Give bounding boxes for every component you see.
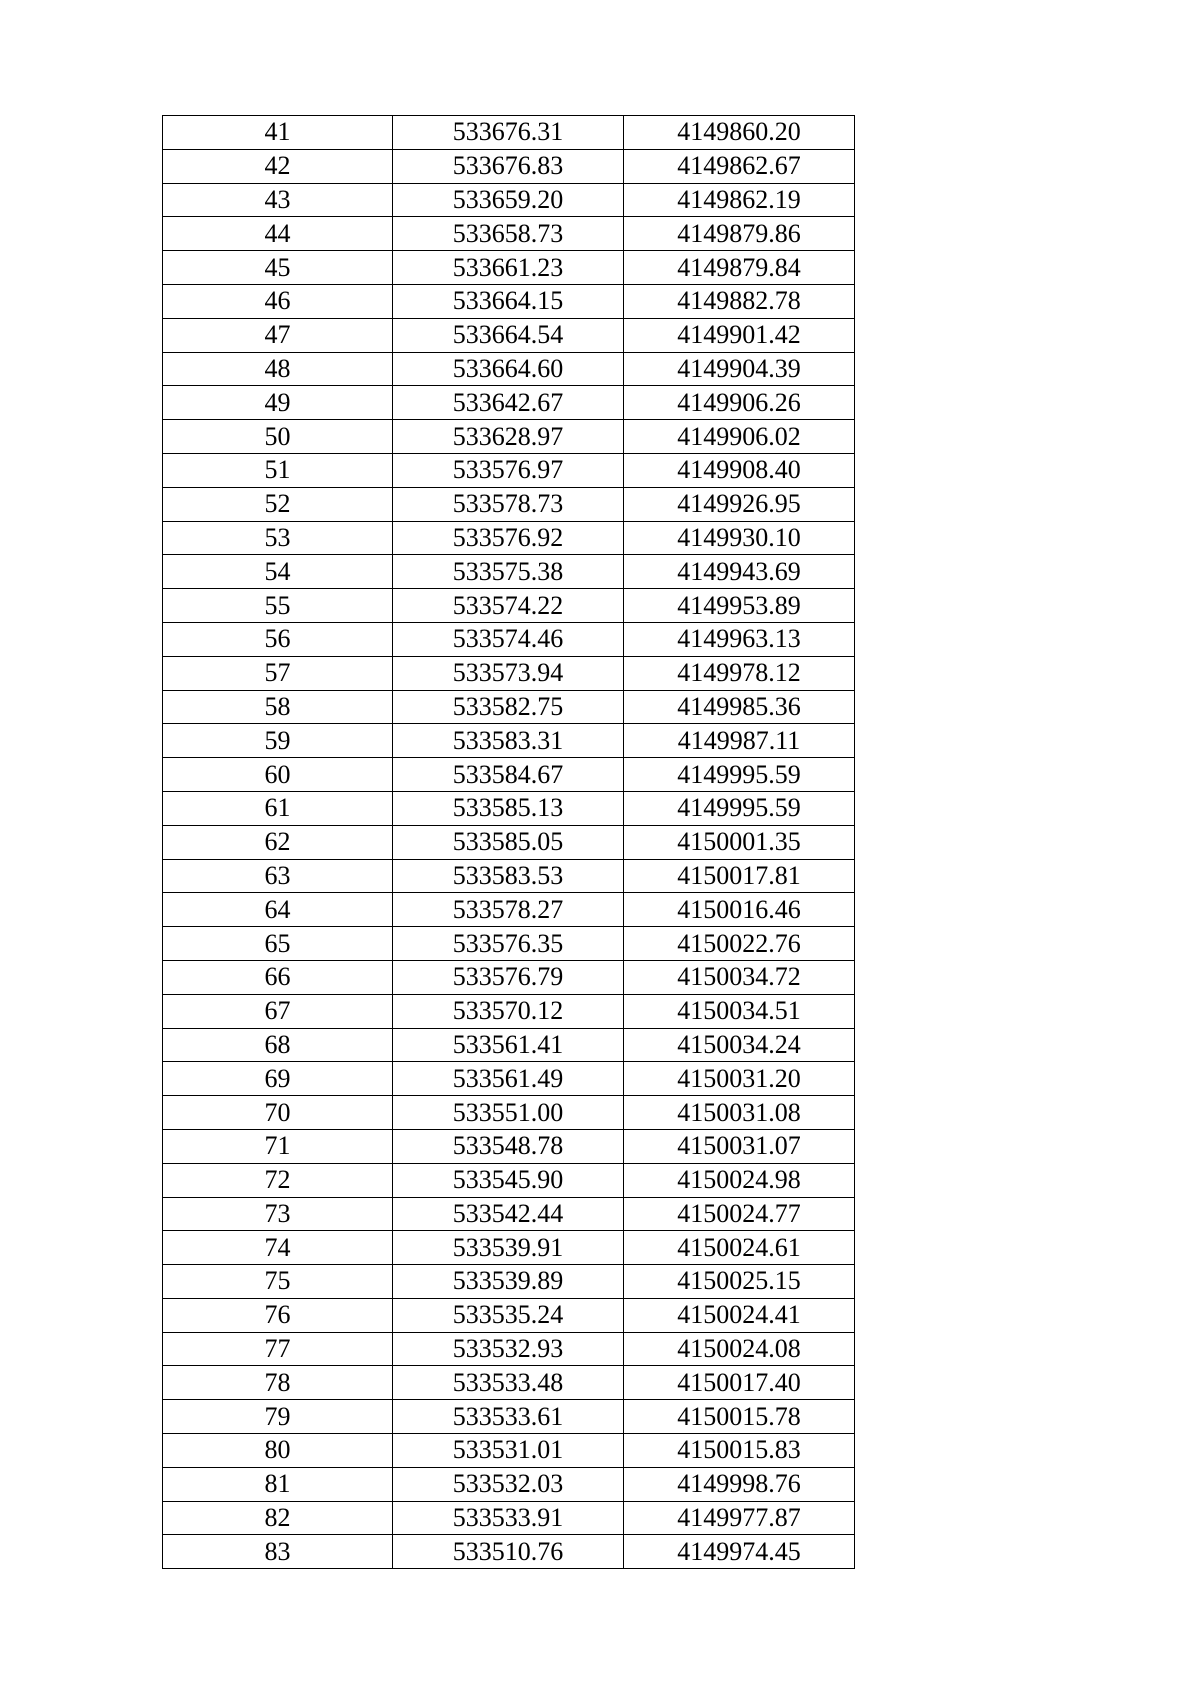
y-coordinate-cell: 4149995.59 bbox=[624, 791, 855, 825]
coordinate-table bbox=[162, 115, 855, 1569]
x-coordinate-cell: 533535.24 bbox=[393, 1298, 624, 1332]
point-number-cell: 48 bbox=[163, 352, 393, 386]
x-coordinate-cell: 533573.94 bbox=[393, 656, 624, 690]
y-coordinate-cell: 4150034.51 bbox=[624, 994, 855, 1028]
x-coordinate-cell: 533658.73 bbox=[393, 217, 624, 251]
point-number-cell: 80 bbox=[163, 1434, 393, 1468]
point-number-cell: 71 bbox=[163, 1129, 393, 1163]
x-coordinate-cell: 533583.31 bbox=[393, 724, 624, 758]
point-number-cell: 65 bbox=[163, 927, 393, 961]
table-row bbox=[163, 927, 855, 961]
point-number-cell: 83 bbox=[163, 1535, 393, 1569]
y-coordinate-cell: 4149906.02 bbox=[624, 420, 855, 454]
y-coordinate-cell: 4149985.36 bbox=[624, 690, 855, 724]
x-coordinate-cell: 533570.12 bbox=[393, 994, 624, 1028]
y-coordinate-cell: 4149974.45 bbox=[624, 1535, 855, 1569]
table-row bbox=[163, 690, 855, 724]
x-coordinate-cell: 533539.91 bbox=[393, 1231, 624, 1265]
x-coordinate-cell: 533664.60 bbox=[393, 352, 624, 386]
x-coordinate-cell: 533561.49 bbox=[393, 1062, 624, 1096]
y-coordinate-cell: 4150024.98 bbox=[624, 1163, 855, 1197]
y-coordinate-cell: 4149926.95 bbox=[624, 487, 855, 521]
y-coordinate-cell: 4150024.77 bbox=[624, 1197, 855, 1231]
table-row bbox=[163, 284, 855, 318]
y-coordinate-cell: 4150017.40 bbox=[624, 1366, 855, 1400]
table-row bbox=[163, 1298, 855, 1332]
table-row bbox=[163, 1129, 855, 1163]
table-row bbox=[163, 1535, 855, 1569]
x-coordinate-cell: 533533.61 bbox=[393, 1400, 624, 1434]
y-coordinate-cell: 4150001.35 bbox=[624, 825, 855, 859]
x-coordinate-cell: 533676.83 bbox=[393, 149, 624, 183]
point-number-cell: 62 bbox=[163, 825, 393, 859]
coordinate-table-body bbox=[163, 116, 855, 1569]
point-number-cell: 63 bbox=[163, 859, 393, 893]
table-row bbox=[163, 149, 855, 183]
table-row bbox=[163, 791, 855, 825]
x-coordinate-cell: 533584.67 bbox=[393, 758, 624, 792]
y-coordinate-cell: 4149963.13 bbox=[624, 622, 855, 656]
x-coordinate-cell: 533574.22 bbox=[393, 589, 624, 623]
y-coordinate-cell: 4149977.87 bbox=[624, 1501, 855, 1535]
x-coordinate-cell: 533532.93 bbox=[393, 1332, 624, 1366]
table-row bbox=[163, 1467, 855, 1501]
table-row bbox=[163, 183, 855, 217]
point-number-cell: 67 bbox=[163, 994, 393, 1028]
point-number-cell: 69 bbox=[163, 1062, 393, 1096]
point-number-cell: 59 bbox=[163, 724, 393, 758]
point-number-cell: 58 bbox=[163, 690, 393, 724]
table-row bbox=[163, 1197, 855, 1231]
table-row bbox=[163, 555, 855, 589]
point-number-cell: 81 bbox=[163, 1467, 393, 1501]
table-row bbox=[163, 825, 855, 859]
point-number-cell: 66 bbox=[163, 960, 393, 994]
table-row bbox=[163, 318, 855, 352]
y-coordinate-cell: 4149978.12 bbox=[624, 656, 855, 690]
x-coordinate-cell: 533551.00 bbox=[393, 1096, 624, 1130]
y-coordinate-cell: 4149943.69 bbox=[624, 555, 855, 589]
point-number-cell: 78 bbox=[163, 1366, 393, 1400]
x-coordinate-cell: 533576.79 bbox=[393, 960, 624, 994]
x-coordinate-cell: 533582.75 bbox=[393, 690, 624, 724]
x-coordinate-cell: 533659.20 bbox=[393, 183, 624, 217]
x-coordinate-cell: 533548.78 bbox=[393, 1129, 624, 1163]
point-number-cell: 50 bbox=[163, 420, 393, 454]
point-number-cell: 79 bbox=[163, 1400, 393, 1434]
x-coordinate-cell: 533539.89 bbox=[393, 1265, 624, 1299]
y-coordinate-cell: 4150031.20 bbox=[624, 1062, 855, 1096]
point-number-cell: 54 bbox=[163, 555, 393, 589]
x-coordinate-cell: 533532.03 bbox=[393, 1467, 624, 1501]
table-row bbox=[163, 589, 855, 623]
y-coordinate-cell: 4150031.07 bbox=[624, 1129, 855, 1163]
table-row bbox=[163, 352, 855, 386]
y-coordinate-cell: 4150031.08 bbox=[624, 1096, 855, 1130]
point-number-cell: 45 bbox=[163, 251, 393, 285]
point-number-cell: 53 bbox=[163, 521, 393, 555]
table-row bbox=[163, 758, 855, 792]
table-row bbox=[163, 1400, 855, 1434]
x-coordinate-cell: 533676.31 bbox=[393, 116, 624, 150]
x-coordinate-cell: 533664.15 bbox=[393, 284, 624, 318]
x-coordinate-cell: 533510.76 bbox=[393, 1535, 624, 1569]
y-coordinate-cell: 4150034.72 bbox=[624, 960, 855, 994]
table-row bbox=[163, 1163, 855, 1197]
y-coordinate-cell: 4150017.81 bbox=[624, 859, 855, 893]
y-coordinate-cell: 4149987.11 bbox=[624, 724, 855, 758]
point-number-cell: 46 bbox=[163, 284, 393, 318]
table-row bbox=[163, 1062, 855, 1096]
point-number-cell: 47 bbox=[163, 318, 393, 352]
x-coordinate-cell: 533642.67 bbox=[393, 386, 624, 420]
y-coordinate-cell: 4149904.39 bbox=[624, 352, 855, 386]
y-coordinate-cell: 4149860.20 bbox=[624, 116, 855, 150]
y-coordinate-cell: 4150025.15 bbox=[624, 1265, 855, 1299]
x-coordinate-cell: 533542.44 bbox=[393, 1197, 624, 1231]
point-number-cell: 75 bbox=[163, 1265, 393, 1299]
table-row bbox=[163, 1265, 855, 1299]
y-coordinate-cell: 4149930.10 bbox=[624, 521, 855, 555]
x-coordinate-cell: 533574.46 bbox=[393, 622, 624, 656]
point-number-cell: 82 bbox=[163, 1501, 393, 1535]
point-number-cell: 74 bbox=[163, 1231, 393, 1265]
x-coordinate-cell: 533533.48 bbox=[393, 1366, 624, 1400]
table-row bbox=[163, 893, 855, 927]
y-coordinate-cell: 4149862.19 bbox=[624, 183, 855, 217]
y-coordinate-cell: 4150024.08 bbox=[624, 1332, 855, 1366]
table-row bbox=[163, 994, 855, 1028]
y-coordinate-cell: 4149882.78 bbox=[624, 284, 855, 318]
table-row bbox=[163, 1434, 855, 1468]
x-coordinate-cell: 533628.97 bbox=[393, 420, 624, 454]
y-coordinate-cell: 4149908.40 bbox=[624, 453, 855, 487]
point-number-cell: 41 bbox=[163, 116, 393, 150]
x-coordinate-cell: 533561.41 bbox=[393, 1028, 624, 1062]
table-row bbox=[163, 116, 855, 150]
y-coordinate-cell: 4149998.76 bbox=[624, 1467, 855, 1501]
point-number-cell: 55 bbox=[163, 589, 393, 623]
table-row bbox=[163, 859, 855, 893]
table-row bbox=[163, 386, 855, 420]
table-row bbox=[163, 622, 855, 656]
y-coordinate-cell: 4149879.84 bbox=[624, 251, 855, 285]
x-coordinate-cell: 533664.54 bbox=[393, 318, 624, 352]
x-coordinate-cell: 533585.13 bbox=[393, 791, 624, 825]
table-row bbox=[163, 1332, 855, 1366]
table-row bbox=[163, 1501, 855, 1535]
x-coordinate-cell: 533583.53 bbox=[393, 859, 624, 893]
point-number-cell: 57 bbox=[163, 656, 393, 690]
x-coordinate-cell: 533576.92 bbox=[393, 521, 624, 555]
table-row bbox=[163, 453, 855, 487]
y-coordinate-cell: 4150015.83 bbox=[624, 1434, 855, 1468]
x-coordinate-cell: 533585.05 bbox=[393, 825, 624, 859]
point-number-cell: 76 bbox=[163, 1298, 393, 1332]
point-number-cell: 51 bbox=[163, 453, 393, 487]
point-number-cell: 49 bbox=[163, 386, 393, 420]
point-number-cell: 42 bbox=[163, 149, 393, 183]
table-row bbox=[163, 420, 855, 454]
table-row bbox=[163, 656, 855, 690]
y-coordinate-cell: 4150024.41 bbox=[624, 1298, 855, 1332]
table-row bbox=[163, 487, 855, 521]
y-coordinate-cell: 4149906.26 bbox=[624, 386, 855, 420]
x-coordinate-cell: 533545.90 bbox=[393, 1163, 624, 1197]
table-row bbox=[163, 251, 855, 285]
point-number-cell: 56 bbox=[163, 622, 393, 656]
point-number-cell: 72 bbox=[163, 1163, 393, 1197]
point-number-cell: 73 bbox=[163, 1197, 393, 1231]
point-number-cell: 52 bbox=[163, 487, 393, 521]
point-number-cell: 68 bbox=[163, 1028, 393, 1062]
y-coordinate-cell: 4150024.61 bbox=[624, 1231, 855, 1265]
table-row bbox=[163, 1231, 855, 1265]
y-coordinate-cell: 4149862.67 bbox=[624, 149, 855, 183]
table-row bbox=[163, 1366, 855, 1400]
x-coordinate-cell: 533533.91 bbox=[393, 1501, 624, 1535]
table-row bbox=[163, 521, 855, 555]
x-coordinate-cell: 533575.38 bbox=[393, 555, 624, 589]
table-row bbox=[163, 1028, 855, 1062]
table-row bbox=[163, 217, 855, 251]
x-coordinate-cell: 533576.35 bbox=[393, 927, 624, 961]
point-number-cell: 43 bbox=[163, 183, 393, 217]
y-coordinate-cell: 4150015.78 bbox=[624, 1400, 855, 1434]
x-coordinate-cell: 533661.23 bbox=[393, 251, 624, 285]
x-coordinate-cell: 533578.73 bbox=[393, 487, 624, 521]
point-number-cell: 70 bbox=[163, 1096, 393, 1130]
x-coordinate-cell: 533578.27 bbox=[393, 893, 624, 927]
y-coordinate-cell: 4149879.86 bbox=[624, 217, 855, 251]
point-number-cell: 77 bbox=[163, 1332, 393, 1366]
x-coordinate-cell: 533576.97 bbox=[393, 453, 624, 487]
y-coordinate-cell: 4150016.46 bbox=[624, 893, 855, 927]
point-number-cell: 44 bbox=[163, 217, 393, 251]
x-coordinate-cell: 533531.01 bbox=[393, 1434, 624, 1468]
y-coordinate-cell: 4149995.59 bbox=[624, 758, 855, 792]
y-coordinate-cell: 4149901.42 bbox=[624, 318, 855, 352]
y-coordinate-cell: 4150034.24 bbox=[624, 1028, 855, 1062]
point-number-cell: 64 bbox=[163, 893, 393, 927]
y-coordinate-cell: 4150022.76 bbox=[624, 927, 855, 961]
table-row bbox=[163, 1096, 855, 1130]
table-row bbox=[163, 724, 855, 758]
table-row bbox=[163, 960, 855, 994]
point-number-cell: 60 bbox=[163, 758, 393, 792]
point-number-cell: 61 bbox=[163, 791, 393, 825]
y-coordinate-cell: 4149953.89 bbox=[624, 589, 855, 623]
